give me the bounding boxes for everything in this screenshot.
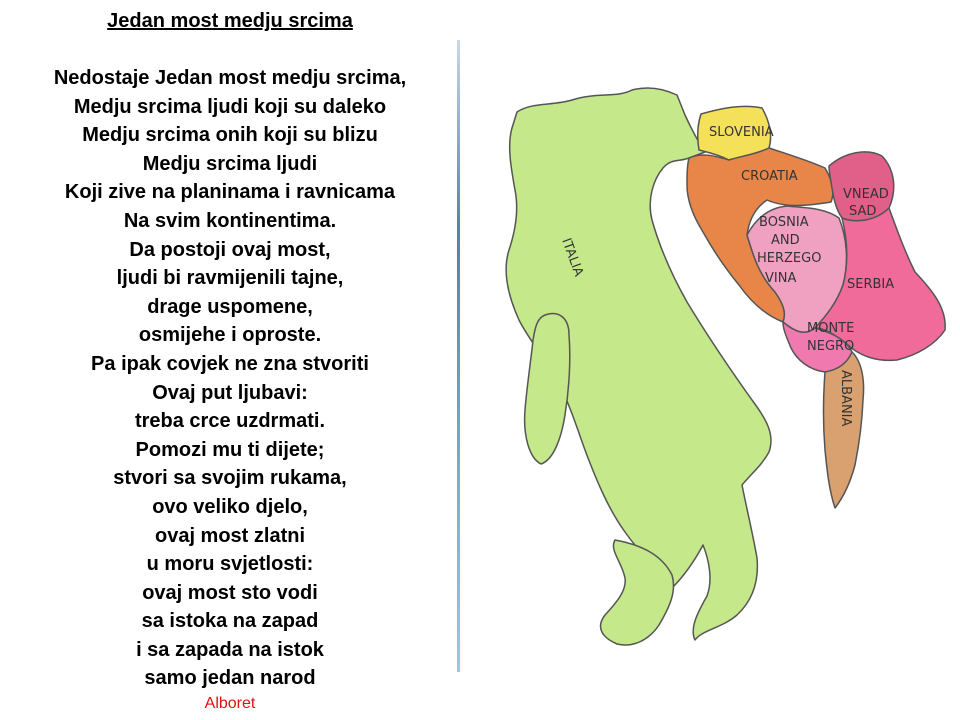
label-montenegro-2: NEGRO [807, 339, 855, 354]
label-croatia: CROATIA [741, 169, 798, 184]
label-slovenia: SLOVENIA [709, 125, 774, 140]
poem-line: Medju srcima onih koji su blizu [82, 124, 378, 147]
poem-line: osmijehe i oproste. [138, 324, 322, 347]
poem-line: Pomozi mu ti dijete; [135, 438, 325, 461]
map-drawing [457, 40, 960, 690]
label-bosnia-2: AND [771, 233, 800, 248]
poem-line: Ovaj put ljubavi: [152, 381, 308, 404]
poem-line: Na svim kontinentima. [123, 209, 337, 232]
poem-line: Medju srcima ljudi koji su daleko [73, 95, 387, 118]
poem-line: sa istoka na zapad [141, 610, 319, 633]
poem-line: treba crce uzdrmati. [134, 410, 326, 433]
label-montenegro-1: MONTE [807, 321, 855, 336]
poem-title: Jedan most medju srcima [107, 10, 353, 32]
drawn-map [457, 40, 960, 690]
label-vojvodina-2: SAD [849, 204, 877, 219]
label-albania: ALBANIA [838, 370, 853, 427]
poem-line: Da postoji ovaj most, [129, 238, 331, 261]
poem-line: ovaj most zlatni [154, 524, 306, 547]
label-italia: ITALIA [558, 236, 586, 279]
poem-line: ovaj most sto vodi [142, 581, 318, 604]
label-bosnia-4: VINA [765, 271, 797, 286]
label-bosnia-1: BOSNIA [759, 215, 809, 230]
label-bosnia-3: HERZEGO [757, 251, 822, 266]
poem-line: ljudi bi ravmijenili tajne, [116, 267, 344, 290]
poem-line: samo jedan narod [144, 667, 316, 690]
label-vojvodina-1: VNEAD [843, 187, 889, 202]
poem-line: stvori sa svojim rukama, [113, 467, 347, 490]
poem-line: ovo veliko djelo, [152, 495, 308, 518]
poem-line: Medju srcima ljudi [142, 152, 318, 175]
poem [0, 7, 460, 693]
poem-line: Koji zive na planinama i ravnicama [64, 181, 396, 204]
poem-line: Pa ipak covjek ne zna stvoriti [91, 352, 369, 375]
poem-author: Alboret [204, 695, 256, 712]
label-serbia: SERBIA [847, 277, 895, 292]
poem-line: Nedostaje Jedan most medju srcima, [53, 67, 407, 89]
stanza-spacer [0, 35, 460, 64]
poem-line: drage uspomene, [147, 295, 313, 318]
poem-line: i sa zapada na istok [136, 638, 324, 661]
poem-line: u moru svjetlosti: [146, 553, 314, 576]
